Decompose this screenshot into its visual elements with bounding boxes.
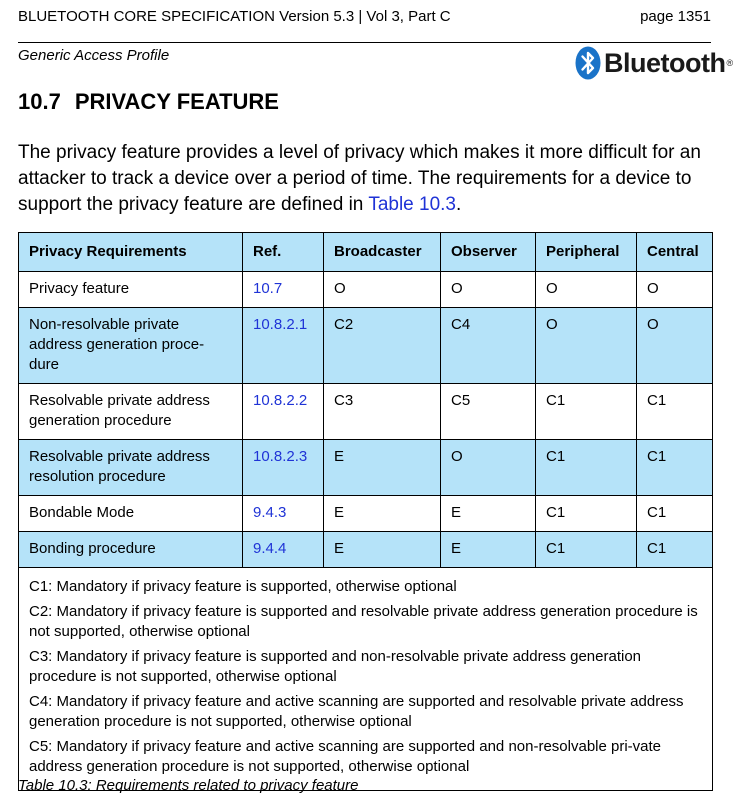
table-header-row: [19, 233, 713, 272]
condition-note: C4: Mandatory if privacy feature and active scanning are supported and resolvable private address generation procedure is not supported, otherwise optional: [29, 693, 684, 730]
ref-link[interactable]: 9.4.3: [243, 496, 324, 532]
header-observer: Observer: [441, 233, 536, 272]
observer-cell: O: [441, 440, 536, 496]
notes-cell: [19, 568, 713, 791]
header-ref: Ref.: [243, 233, 324, 272]
requirement-cell: Resolvable private address resolution procedure: [19, 440, 243, 496]
page-number: page 1351: [640, 8, 711, 25]
header-peripheral: Peripheral: [536, 233, 637, 272]
intro-paragraph: [18, 140, 718, 218]
table-row: [19, 272, 713, 308]
profile-name: Generic Access Profile: [18, 47, 170, 64]
requirement-cell: Non-resolvable private address generation proce-dure: [19, 308, 243, 384]
notes-row: [19, 568, 713, 791]
table-row: [19, 440, 713, 496]
peripheral-cell: O: [536, 272, 637, 308]
central-cell: C1: [637, 384, 713, 440]
ref-link[interactable]: 10.7: [243, 272, 324, 308]
requirement-cell: Resolvable private address generation procedure: [19, 384, 243, 440]
peripheral-cell: C1: [536, 532, 637, 568]
registered-mark: ®: [726, 58, 734, 68]
ref-link[interactable]: 10.8.2.2: [243, 384, 324, 440]
table-row: [19, 384, 713, 440]
condition-note: C2: Mandatory if privacy feature is supported and resolvable private address generation procedure is not supported, otherwise optional: [29, 603, 698, 640]
central-cell: C1: [637, 440, 713, 496]
requirement-cell: Bonding procedure: [19, 532, 243, 568]
spec-header-title: BLUETOOTH CORE SPECIFICATION Version 5.3 | Vol 3, Part C: [18, 8, 451, 25]
central-cell: O: [637, 308, 713, 384]
privacy-requirements-table: [18, 232, 713, 791]
central-cell: C1: [637, 496, 713, 532]
peripheral-cell: C1: [536, 496, 637, 532]
requirement-cell: Privacy feature: [19, 272, 243, 308]
ref-link[interactable]: 10.8.2.3: [243, 440, 324, 496]
broadcaster-cell: E: [324, 532, 441, 568]
condition-note: C3: Mandatory if privacy feature is supported and non-resolvable private address generation procedure is not supported, otherwise optional: [29, 648, 642, 685]
bluetooth-wordmark: Bluetooth: [604, 48, 726, 78]
peripheral-cell: C1: [536, 440, 637, 496]
header-central: Central: [637, 233, 713, 272]
broadcaster-cell: C2: [324, 308, 441, 384]
section-title: PRIVACY FEATURE: [74, 89, 279, 114]
bluetooth-rune-icon: [575, 46, 601, 80]
ref-link[interactable]: 9.4.4: [243, 532, 324, 568]
broadcaster-cell: C3: [324, 384, 441, 440]
section-heading: [18, 89, 279, 115]
observer-cell: E: [441, 496, 536, 532]
central-cell: O: [637, 272, 713, 308]
header-divider: [18, 42, 711, 43]
peripheral-cell: O: [536, 308, 637, 384]
broadcaster-cell: E: [324, 496, 441, 532]
table-row: [19, 496, 713, 532]
observer-cell: O: [441, 272, 536, 308]
central-cell: C1: [637, 532, 713, 568]
intro-end: .: [456, 194, 462, 215]
condition-note: C1: Mandatory if privacy feature is supported, otherwise optional: [29, 578, 457, 595]
section-number: 10.7: [18, 89, 61, 114]
intro-text: The privacy feature provides a level of privacy which makes it more difficult for an attacker to track a device over a period of time. The requirements for a device to support the privacy feature are defined in: [18, 142, 701, 215]
table-reference-link[interactable]: Table 10.3: [368, 194, 456, 215]
broadcaster-cell: O: [324, 272, 441, 308]
condition-note: C5: Mandatory if privacy feature and active scanning are supported and non-resolvable pri-vate address generation procedure is not supported, otherwise optional: [29, 738, 662, 775]
table-row: [19, 308, 713, 384]
observer-cell: C5: [441, 384, 536, 440]
requirement-cell: Bondable Mode: [19, 496, 243, 532]
table-row: [19, 532, 713, 568]
broadcaster-cell: E: [324, 440, 441, 496]
observer-cell: C4: [441, 308, 536, 384]
bluetooth-logo: [575, 46, 733, 80]
header-broadcaster: Broadcaster: [324, 233, 441, 272]
ref-link[interactable]: 10.8.2.1: [243, 308, 324, 384]
table-caption: Table 10.3: Requirements related to privacy feature: [18, 777, 359, 794]
peripheral-cell: C1: [536, 384, 637, 440]
header-privacy-requirements: Privacy Requirements: [19, 233, 243, 272]
observer-cell: E: [441, 532, 536, 568]
